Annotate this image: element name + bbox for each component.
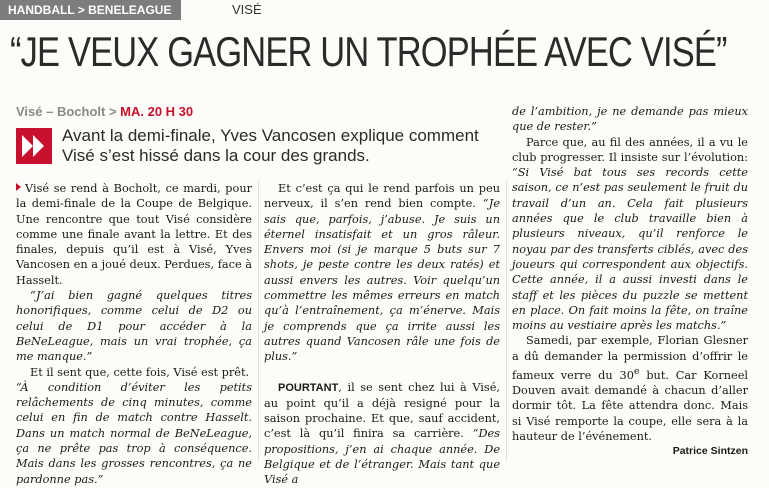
paragraph-text: , il se sent chez lui à Visé, au point qu’il a déjà resigné pour la saison prochaine. Et que, sauf accident, c’est là qu’il finira sa carrière. bbox=[264, 380, 500, 441]
rubric-place: VISÉ bbox=[232, 2, 262, 17]
quote: “Des propositions, j’en ai chaque année. De Belgique et de l’étranger. Mais tant que Visé a bbox=[264, 427, 500, 487]
quote: “Je sais que, parfois, j’abuse. Je suis un éternel insatisfait et un gros râleur. Envers moi (si je marque 5 buts sur 7 shots, je peste contre les deux ratés) et aussi envers les autres. Voir quelqu’un commettre les mêmes erreurs en match qu’à l’entraînement, ça m’énerve. Mais je comprends que ça irrite aussi les autres quand Vancosen râle une fois de plus.” bbox=[264, 197, 501, 364]
paragraph-text: Parce que, au fil des années, il a vu le club progresser. Il insiste sur l’évolution: bbox=[512, 135, 748, 164]
column-divider bbox=[506, 181, 507, 461]
column-1 bbox=[16, 181, 252, 487]
paragraph bbox=[264, 181, 500, 365]
quote: de l’ambition, je ne demande pas mieux que de rester.” bbox=[512, 105, 748, 134]
kicker-time: MA. 20 H 30 bbox=[120, 104, 194, 119]
column-3 bbox=[512, 104, 748, 460]
header bbox=[0, 0, 769, 20]
chapo-text: Avant la demi-finale, Yves Vancosen explique comment Visé s’est hissé dans la cour des grands. bbox=[62, 126, 479, 165]
superscript: e bbox=[633, 366, 640, 378]
chapo bbox=[16, 126, 501, 170]
column-divider bbox=[258, 181, 259, 461]
paragraph bbox=[512, 333, 748, 444]
paragraph bbox=[264, 380, 500, 488]
paragraph bbox=[16, 181, 252, 288]
quote: “À condition d’éviter les petits relâchements de cinq minutes, comme celui en fin de match contre Hasselt. Dans un match normal de BeNeLeague, ça ne prête pas trop à conséquence. Mais dans les grosses rencontres, ça ne pardonne pas.” bbox=[16, 380, 252, 486]
kicker-teams: Visé – Bocholt > bbox=[16, 104, 121, 119]
run-in: POURTANT bbox=[278, 381, 339, 394]
paragraph-text: Visé se rend à Bocholt, ce mardi, pour la demi-finale de la Coupe de Belgique. Une rencontre que tout Visé considère comme une finale avant la lettre. Et des finales, depuis qu’il est à Visé, Yves Vancosen en a joué deux. Perdues, face à Hasselt. bbox=[16, 182, 252, 287]
double-chevron-right-icon bbox=[16, 128, 52, 164]
paragraph: Et il sent que, cette fois, Visé est prêt. bbox=[30, 365, 250, 379]
paragraph-text: but. Car Korneel Douven avait demandé à chacun d’aller dormir tôt. La fête attendra donc. Mais si Visé remporte la coupe, elle sera à la hauteur de l’événement. bbox=[512, 368, 748, 443]
triangle-right-icon bbox=[16, 183, 21, 191]
paragraph-text: Samedi, par exemple, Florian Glesner a dû demander la permission d’offrir le fameux verre du 30 bbox=[512, 334, 748, 382]
quote: “Si Visé bat tous ses records cette saison, ce n’est pas seulement le fruit du travail d’un an. Cela fait plusieurs années que le club travaille bien à plusieurs niveaux, qu’il renforce le noyau par des transferts ciblés, avec des joueurs qui correspondent aux objectifs. Cette année, il a aussi investi dans le staff et les pièces du puzzle se mettent en place. On fait moins la fête, on traîne moins au vestiaire après les matchs.” bbox=[512, 166, 748, 333]
paragraph bbox=[512, 135, 748, 334]
headline: “JE VEUX GAGNER UN TROPHÉE AVEC VISÉ” bbox=[10, 28, 727, 75]
rubric-label: HANDBALL > BENELEAGUE bbox=[0, 0, 181, 20]
kicker bbox=[16, 104, 193, 119]
column-2 bbox=[264, 181, 500, 488]
author-signature: Patrice Sintzen bbox=[672, 445, 748, 458]
quote: “J’ai bien gagné quelques titres honorifiques, comme celui de D2 ou celui de D1 pour accéder à la BeNeLeague, mais un vrai trophée, ça me manque.” bbox=[16, 289, 252, 364]
paragraph-text: Et c’est ça qui le rend parfois un peu nerveux, il s’en rend bien compte. bbox=[264, 182, 500, 211]
